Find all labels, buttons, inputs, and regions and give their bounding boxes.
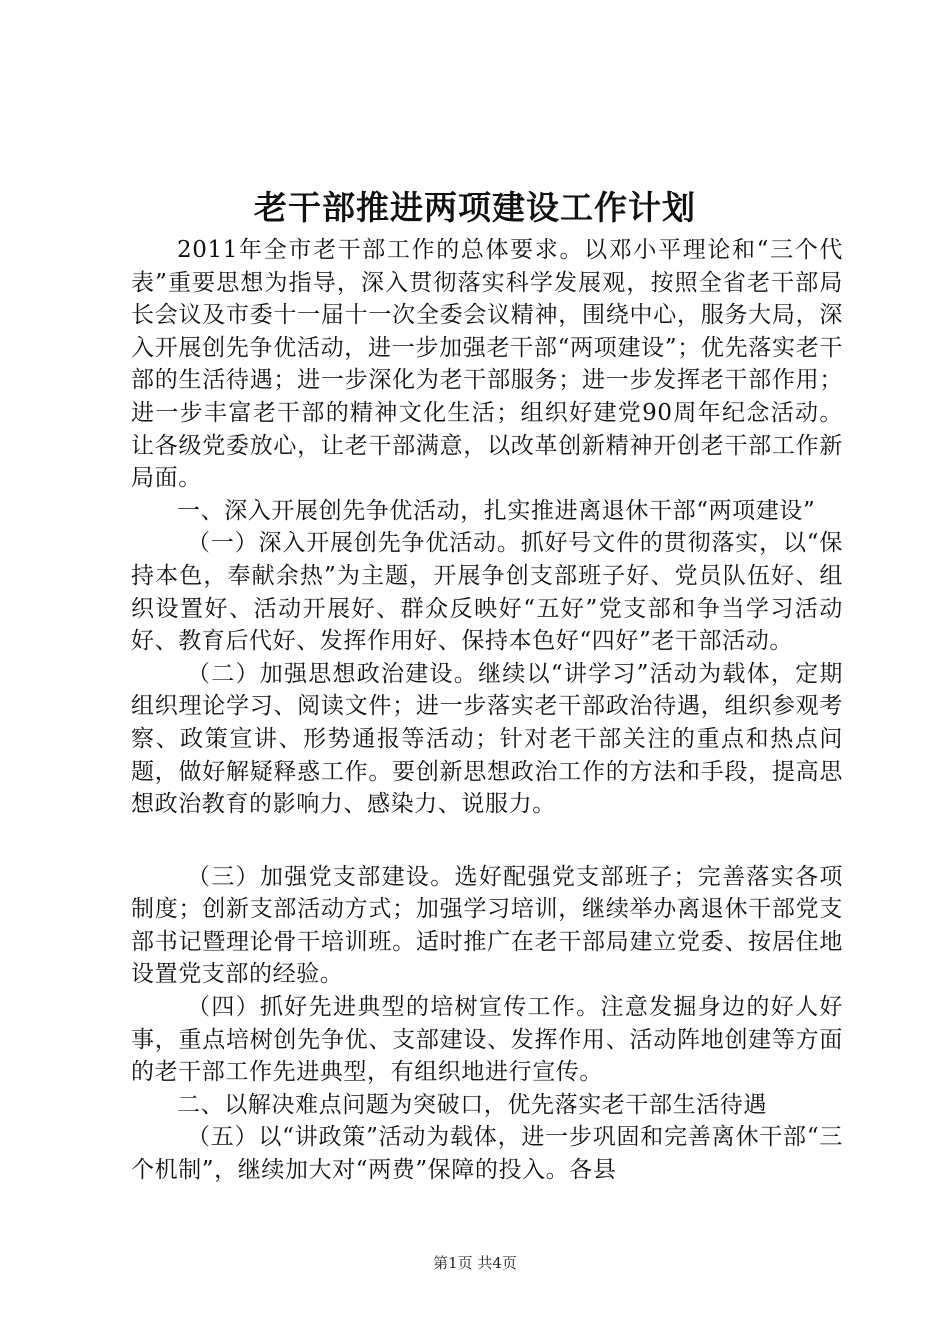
page-number: 第1页 共4页 <box>433 1254 517 1272</box>
document-body <box>131 234 843 1187</box>
paragraph-gap <box>131 821 843 861</box>
section-heading-2: 二、以解决难点问题为突破口，优先落实老干部生活待遇 <box>177 1091 767 1118</box>
item-paragraph-1: （一）深入开展创先争优活动。抓好号文件的贯彻落实，以“保持本色，奉献余热”为主题，开展争创支部班子好、党员队伍好、组织设置好、活动开展好、群众反映好“五好”党支部和争当学习活动好、教育后代好、发挥作用好、保持本色好“四好”老干部活动。 <box>131 530 843 655</box>
item-paragraph-5: （五）以“讲政策”活动为载体，进一步巩固和完善离休干部“三个机制”，继续加大对“两费”保障的投入。各县 <box>131 1124 843 1184</box>
document-title: 老干部推进两项建设工作计划 <box>254 188 696 227</box>
intro-paragraph: 2011年全市老干部工作的总体要求。以邓小平理论和“三个代表”重要思想为指导，深入贯彻落实科学发展观，按照全省老干部局长会议及市委十一届十一次全委会议精神，围绕中心，服务大局，深入开展创先争优活动，进一步加强老干部“两项建设”；优先落实老干部的生活待遇；进一步深化为老干部服务；进一步发挥老干部作用；进一步丰富老干部的精神文化生活；组织好建党90周年纪念活动。让各级党委放心，让老干部满意，以改革创新精神开创老干部工作新局面。 <box>131 237 843 492</box>
item-paragraph-4: （四）抓好先进典型的培树宣传工作。注意发掘身边的好人好事，重点培树创先争优、支部建设、发挥作用、活动阵地创建等方面的老干部工作先进典型，有组织地进行宣传。 <box>131 994 843 1086</box>
item-paragraph-2: （二）加强思想政治建设。继续以“讲学习”活动为载体，定期组织理论学习、阅读文件；进一步落实老干部政治待遇，组织参观考察、政策宣讲、形势通报等活动；针对老干部关注的重点和热点问题，做好解疑释惑工作。要创新思想政治工作的方法和手段，提高思想政治教育的影响力、感染力、说服力。 <box>131 660 843 818</box>
section-heading-1: 一、深入开展创先争优活动，扎实推进离退休干部“两项建设” <box>177 497 816 524</box>
item-paragraph-3: （三）加强党支部建设。选好配强党支部班子；完善落实各项制度；创新支部活动方式；加强学习培训，继续举办离退休干部党支部书记暨理论骨干培训班。适时推广在老干部局建立党委、按居住地设置党支部的经验。 <box>131 863 843 988</box>
